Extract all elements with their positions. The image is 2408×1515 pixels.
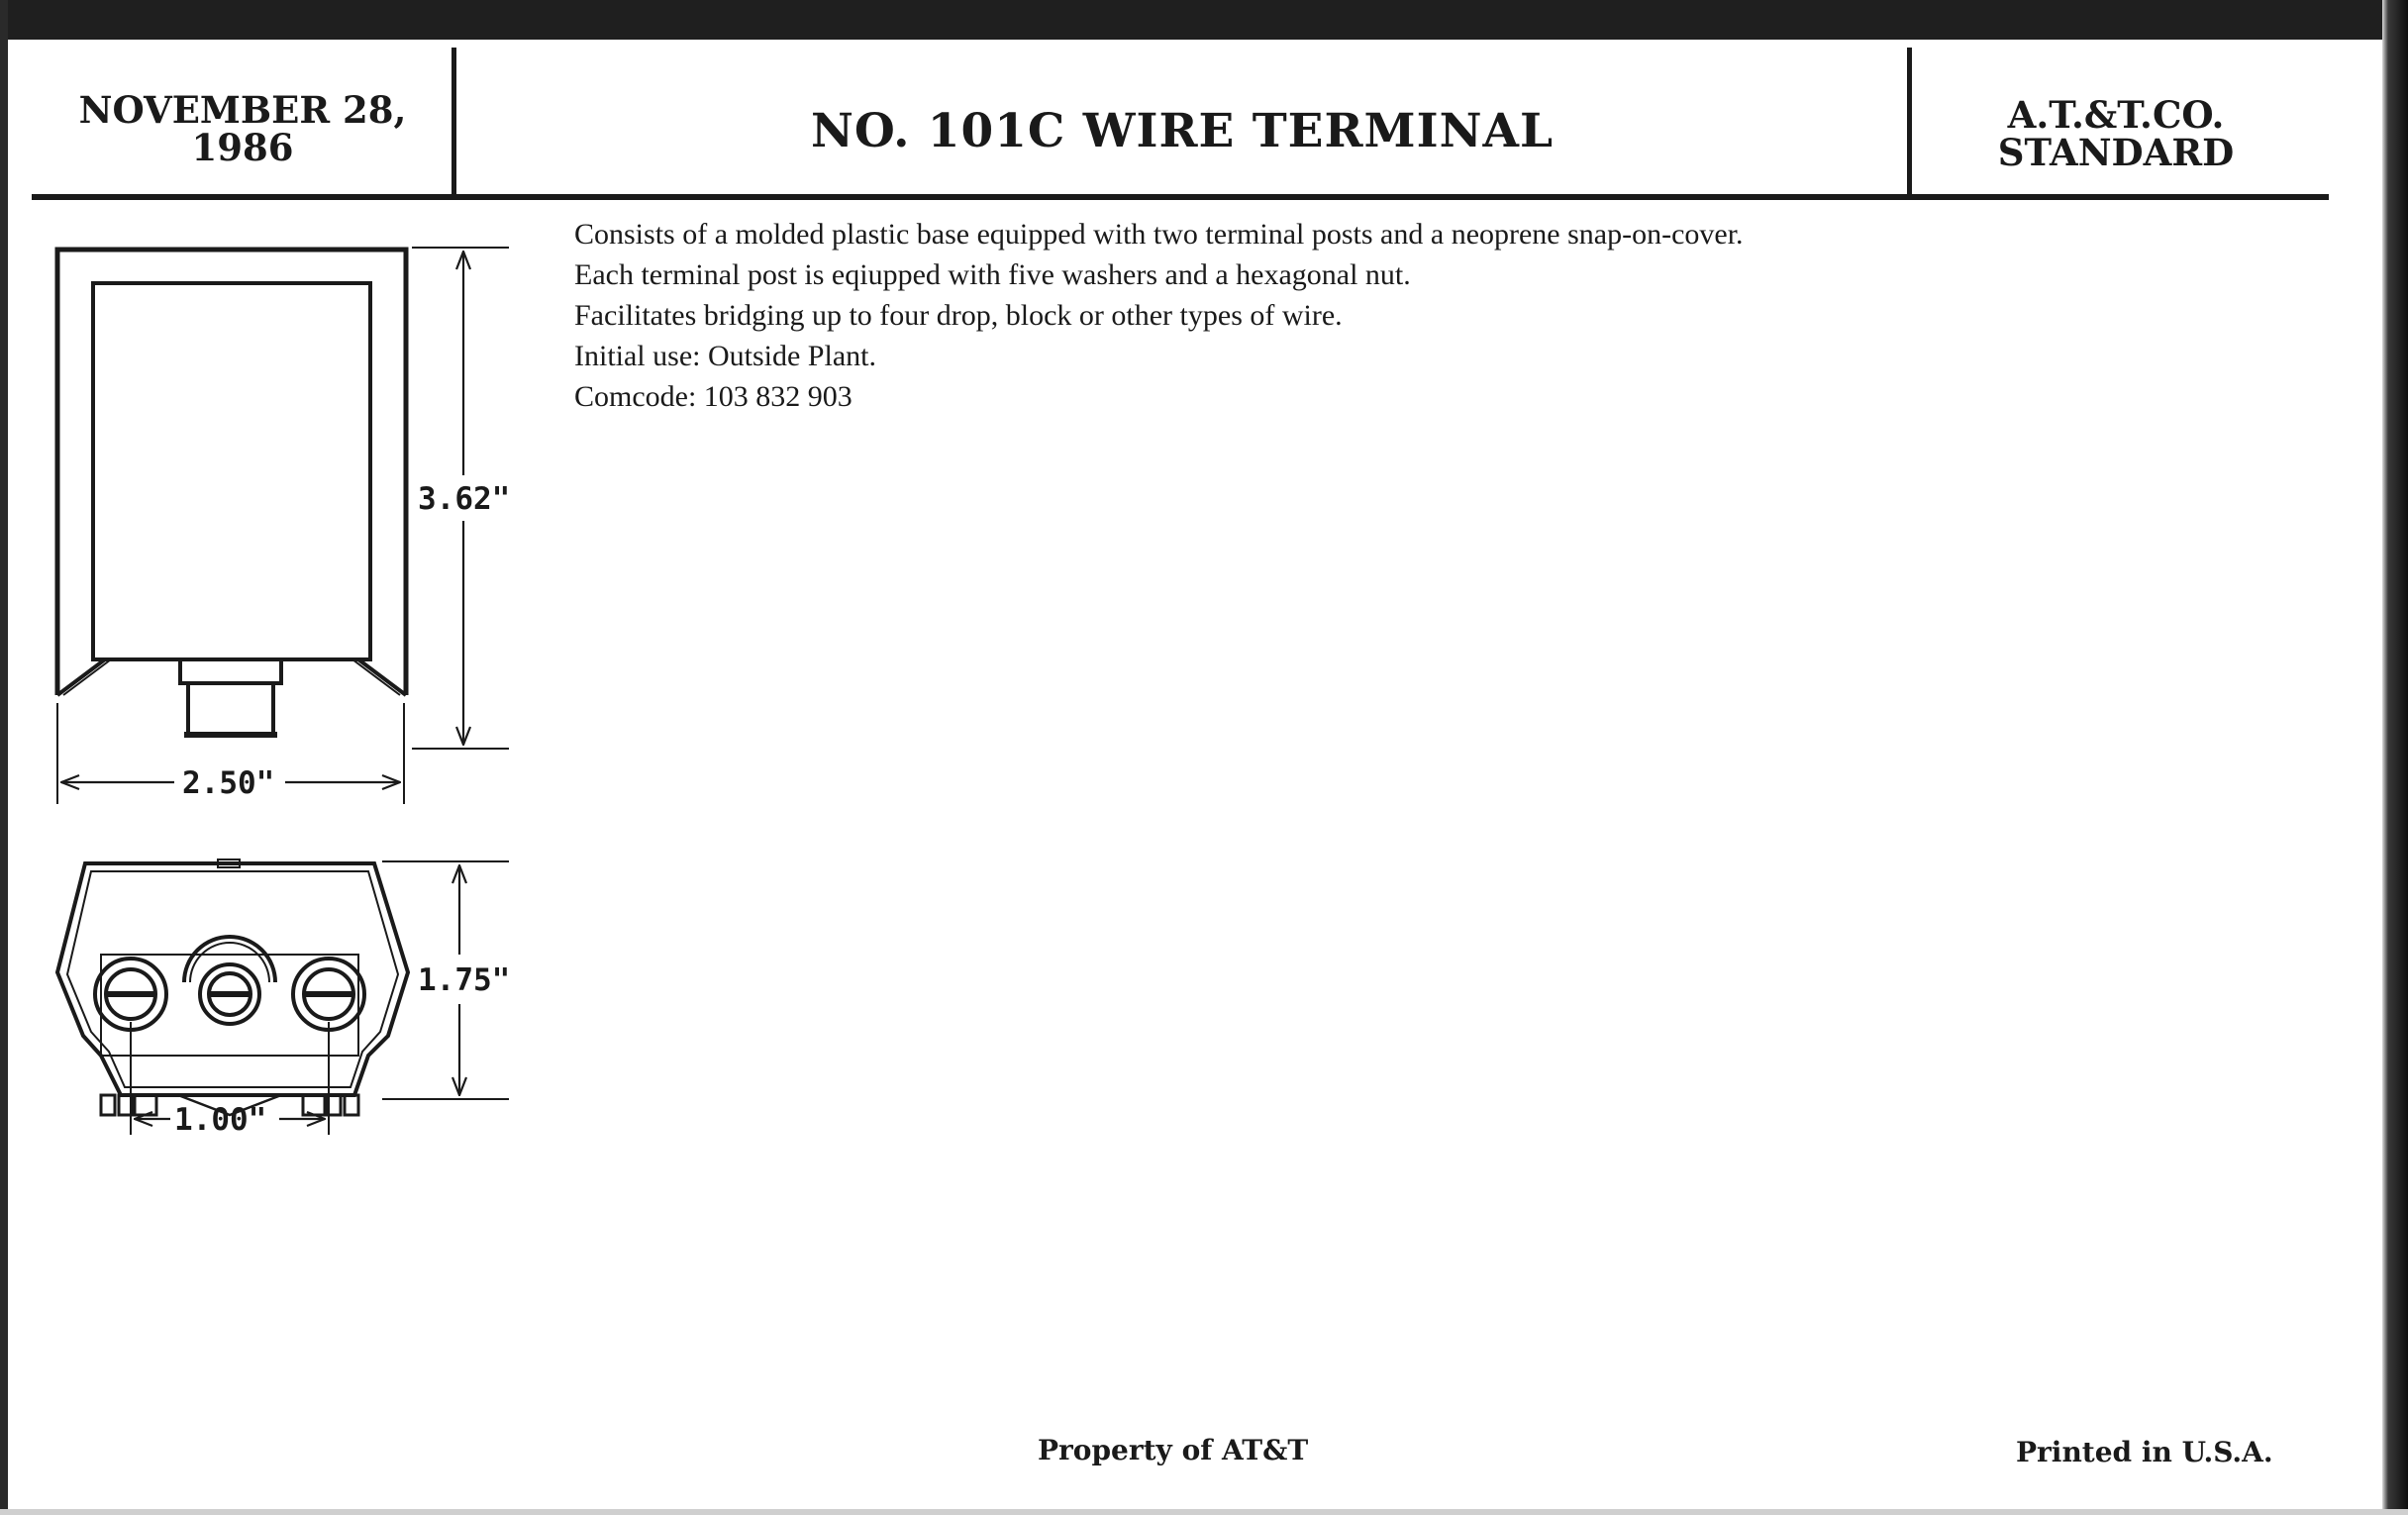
front-view-outline: [57, 250, 406, 695]
description-line: Comcode: 103 832 903: [574, 380, 853, 413]
technical-drawing: [40, 222, 554, 1153]
dimension-width-label: 2.50": [182, 765, 275, 801]
issue-date-line-2: 1986: [191, 126, 294, 169]
standard-label-line-1: A.T.&T.CO.: [2007, 93, 2225, 137]
front-view-stem: [188, 683, 273, 735]
standard-label-line-2: STANDARD: [1997, 131, 2235, 174]
header-divider-right: [1907, 48, 1912, 196]
printed-notice: Printed in U.S.A.: [2016, 1436, 2273, 1468]
standard-label: [1913, 93, 2319, 174]
issue-date: [40, 88, 446, 169]
issue-date-line-1: NOVEMBER 28,: [78, 88, 407, 132]
dimension-depth-label: 1.75": [418, 962, 511, 998]
dimension-height-label: 3.62": [418, 481, 511, 517]
scan-border-bottom: [0, 1509, 2408, 1515]
front-view-cover: [93, 283, 370, 659]
scan-border-top: [0, 0, 2408, 40]
terminal-post-right: [293, 959, 364, 1030]
terminal-post-left: [95, 959, 166, 1030]
header-rule: [32, 194, 2329, 200]
scan-border-right: [2382, 0, 2408, 1515]
property-notice: Property of AT&T: [1038, 1434, 1309, 1466]
center-stud: [184, 937, 275, 1024]
description-line: Initial use: Outside Plant.: [574, 340, 876, 372]
description-line: Each terminal post is eqiupped with five washers and a hexagonal nut.: [574, 258, 1411, 291]
scan-border-left: [0, 0, 8, 1515]
description-line: Consists of a molded plastic base equipped with two terminal posts and a neoprene snap-on-cover.: [574, 218, 1744, 251]
front-view: [57, 248, 509, 804]
description: [574, 214, 2059, 417]
page-title: NO. 101C WIRE TERMINAL: [810, 104, 1555, 158]
dimension-post-spacing-label: 1.00": [174, 1102, 267, 1138]
front-view-neck: [180, 659, 281, 683]
description-line: Facilitates bridging up to four drop, block or other types of wire.: [574, 299, 1343, 332]
header-divider-left: [452, 48, 456, 196]
